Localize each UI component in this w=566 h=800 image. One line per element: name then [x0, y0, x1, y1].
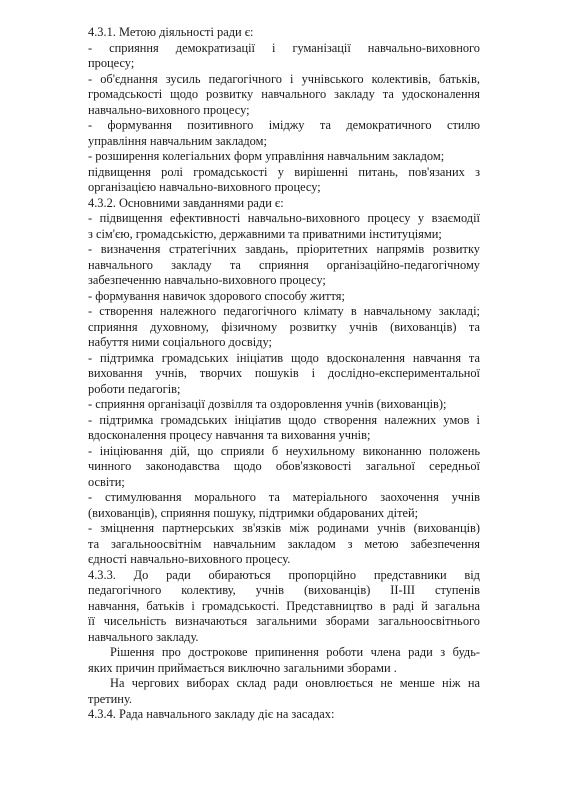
text-line: - ініціювання дій, що сприяли б неухильному виконанню положень — [88, 443, 480, 458]
text-line: процесу; — [88, 56, 135, 70]
text-line: - підвищення ефективності навчально-виховного процесу у взаємодії — [88, 211, 480, 225]
text-line: навчального закладу. — [88, 629, 199, 644]
text-line: забезпеченню навчально-виховного процесу; — [88, 273, 326, 287]
text-line: управління навчальним закладом; — [88, 133, 267, 148]
text-line: вдосконалення процесу навчання та виховання учнів; — [88, 428, 371, 442]
text-line: 4.3.3. До ради обираються пропорційно представники від — [88, 567, 480, 582]
text-line: - об'єднання зусиль педагогічного і учнівського колективів, батьків, — [88, 71, 480, 86]
text-line: її чисельність визначаються загальними зборами загальноосвітнього — [88, 614, 480, 628]
text-line: підвищення ролі громадськості у вирішенні питань, пов'язаних з — [88, 164, 480, 179]
text-line: навчального закладу та сприяння організаційно-педагогічному — [88, 257, 480, 272]
text-line: третину. — [88, 691, 132, 706]
text-line: педагогічного колективу, учнів (вихованців) II-III ступенів — [88, 583, 480, 597]
text-line: 4.3.4. Рада навчального закладу діє на засадах: — [88, 707, 335, 721]
text-line: освіти; — [88, 474, 125, 489]
text-line: громадськості щодо розвитку навчального закладу та удосконалення — [88, 87, 480, 101]
text-line: - створення належного педагогічного клімату в навчальному закладі; — [88, 304, 480, 318]
text-line: організацією навчально-виховного процесу; — [88, 180, 321, 194]
document-page — [88, 25, 480, 723]
text-line: - визначення стратегічних завдань, пріоритетних напрямів розвитку — [88, 242, 480, 256]
text-line: навчання, батьків і громадськості. Представництво в раді й загальна — [88, 598, 480, 613]
text-line: - формування навичок здорового способу життя; — [88, 288, 345, 303]
text-line: з сім'єю, громадськістю, державними та приватними інституціями; — [88, 226, 442, 241]
text-line: - стимулювання морального та матеріального заохочення учнів — [88, 490, 480, 504]
text-line: чинного законодавства щодо обов'язковості загальної середньої — [88, 459, 480, 473]
text-line: яких причин приймається виключно загальними зборами . — [88, 660, 397, 675]
text-line: - формування позитивного іміджу та демократичного стилю — [88, 118, 480, 132]
text-line: 4.3.2. Основними завданнями ради є: — [88, 195, 284, 210]
text-line: На чергових виборах склад ради оновлюється не менше ніж на — [110, 676, 480, 690]
text-line: виховання учнів, творчих пошуків і дослідно-експериментальної — [88, 366, 480, 380]
text-line: сприяння духовному, фізичному розвитку учнів (вихованців) та — [88, 319, 480, 334]
text-line: - сприяння організації дозвілля та оздоровлення учнів (вихованців); — [88, 397, 447, 411]
text-line: набуття ними соціального досвіду; — [88, 335, 272, 349]
text-line: - зміцнення партнерських зв'язків між родинами учнів (вихованців) — [88, 521, 480, 535]
text-line: Рішення про дострокове припинення роботи члена ради з будь- — [110, 645, 480, 659]
text-line: навчально-виховного процесу; — [88, 102, 250, 117]
text-line: (вихованців), сприяння пошуку, підтримки обдарованих дітей; — [88, 505, 419, 520]
text-line: роботи педагогів; — [88, 381, 181, 396]
text-line: 4.3.1. Метою діяльності ради є: — [88, 25, 254, 39]
text-line: - підтримка громадських ініціатив щодо вдосконалення навчання та — [88, 350, 480, 365]
text-line: - розширення колегіальних форм управління навчальним закладом; — [88, 149, 445, 163]
text-line: - сприяння демократизації і гуманізації навчально-виховного — [88, 40, 480, 55]
text-line: єдності навчально-виховного процесу. — [88, 552, 291, 566]
text-line: та загальноосвітнім навчальним закладом з метою забезпечення — [88, 536, 480, 551]
text-line: - підтримка громадських ініціатив щодо створення належних умов і — [88, 412, 480, 427]
